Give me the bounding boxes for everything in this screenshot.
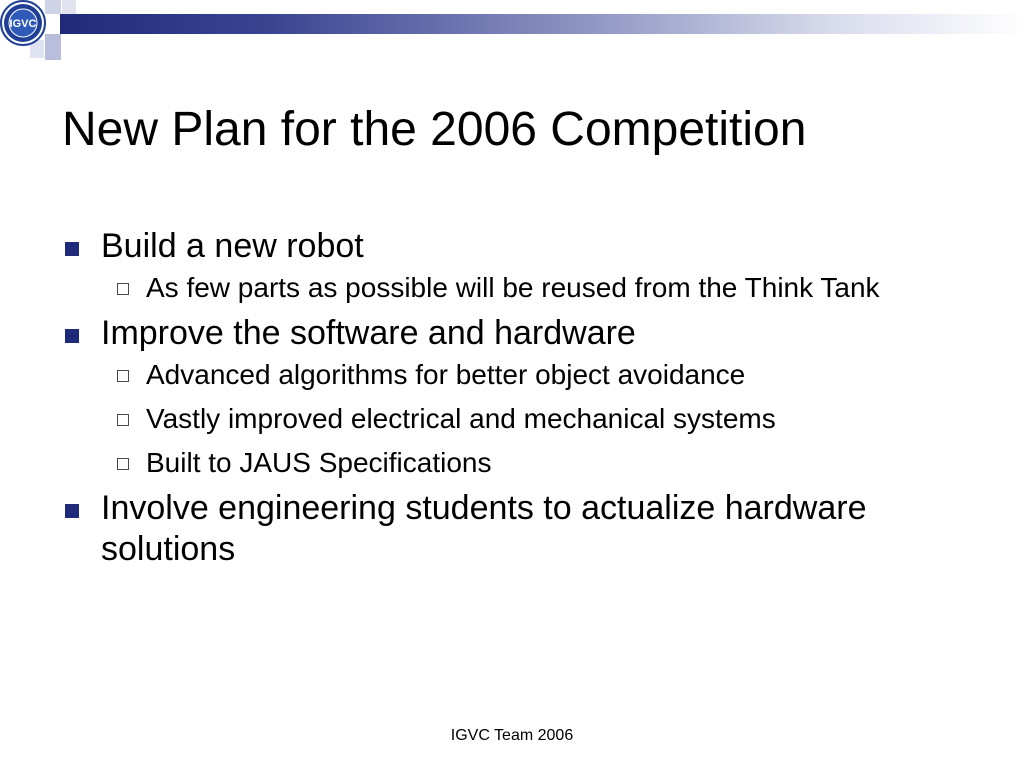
hollow-square-bullet-icon [117, 458, 129, 470]
sub-bullet-item [62, 446, 982, 480]
sub-bullet-text: Vastly improved electrical and mechanical systems [146, 403, 776, 434]
bullet-item [62, 313, 982, 354]
bullet-list [62, 226, 982, 570]
decorative-square [45, 34, 61, 60]
sub-bullet-item [62, 271, 982, 305]
bullet-item [62, 226, 982, 267]
sub-bullet-item [62, 402, 982, 436]
slide-title: New Plan for the 2006 Competition [62, 103, 807, 156]
square-bullet-icon [65, 504, 79, 518]
sub-bullet-text: Built to JAUS Specifications [146, 447, 492, 478]
sub-bullet-text: Advanced algorithms for better object avoidance [146, 359, 746, 390]
sub-bullet-text: As few parts as possible will be reused from the Think Tank [146, 272, 880, 303]
logo-text: IGVC [9, 18, 37, 30]
bullet-text: Build a new robot [101, 227, 364, 265]
bullet-text: Involve engineering students to actualize hardware solutions [101, 489, 867, 568]
sub-bullet-item [62, 358, 982, 392]
hollow-square-bullet-icon [117, 370, 129, 382]
square-bullet-icon [65, 242, 79, 256]
hollow-square-bullet-icon [117, 283, 129, 295]
decorative-square [45, 0, 61, 14]
igvc-logo [0, 0, 46, 46]
square-bullet-icon [65, 329, 79, 343]
bullet-text: Improve the software and hardware [101, 314, 636, 352]
header-band [60, 14, 1024, 34]
bullet-item [62, 488, 982, 570]
decorative-square [62, 0, 76, 14]
slide-footer: IGVC Team 2006 [450, 727, 574, 744]
hollow-square-bullet-icon [117, 414, 129, 426]
